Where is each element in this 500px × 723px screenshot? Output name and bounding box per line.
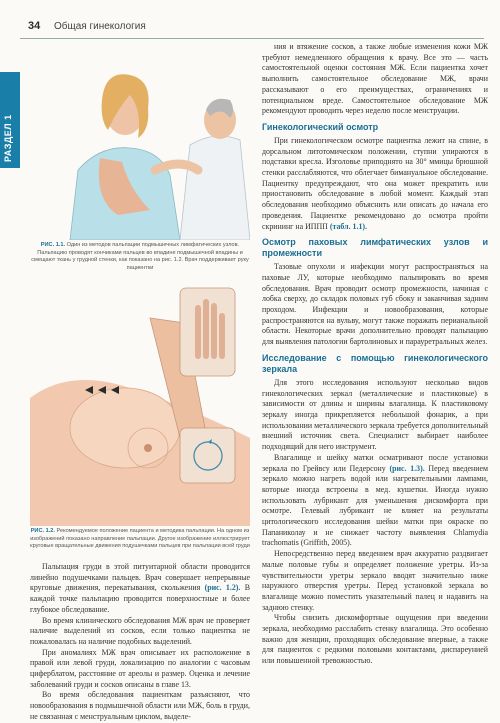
page-header	[20, 20, 484, 36]
paragraph: Для этого исследования используют несколько видов гинекологических зеркал (металлические и пластиковые) в зависимости от длины и ширины влагалища. К пластиковому зеркалу иногда прикрепляется небольшой фонарик, а при использовании металлического зеркала требуется дополнительный внешний источник света. Специалист выбирает наиболее подходящий для него инструмент.	[262, 377, 488, 452]
figure-reference-link[interactable]: (рис. 1.2).	[204, 583, 241, 593]
running-title: Общая гинекология	[54, 21, 146, 32]
header-divider	[20, 38, 484, 39]
heading-inguinal-nodes: Осмотр паховых лимфатических узлов и промежности	[262, 237, 488, 259]
paragraph: Пальпация груди в этой питуитарной области проводится линейно подушечками пальцев. Врач совершает непрерывные круговые движения, перекатывания, скольжения (рис. 1.2). В каждой точке пальпацию проводится поверхностные и более глубокое обследование.	[30, 562, 250, 614]
section-tab	[0, 72, 20, 168]
table-reference-link[interactable]: (табл. 1.1).	[329, 221, 367, 231]
paragraph: Тазовые опухоли и инфекции могут распространяться на паховые ЛУ, которые необходимо пальпировать во время обследования. Врач проводит осмотр промежности, начиная с лобка сверху, до складок половых губ сбоку и заканчивая задним проходом. Инфекции и новообразования, которые распространяются на вульву, могут также поражать перианальной области. Некоторые врачи дополнительно проводят пальпацию для выявления патологии бартолиновых и парауретральных желез.	[262, 262, 488, 347]
figure-1-label: РИС. 1.1.	[40, 242, 66, 248]
figure-2-text: Рекомендуемое положение пациента и методика пальпации. На одном из изображений показано направление пальпации. Другое изображение иллюстрирует круговые вращательные движения подушечками пальцев при пальпации всей груди	[30, 528, 250, 550]
figure-1-text: Один из методов пальпации подмышечных лимфатических узлов. Пальпацию проводят кончиками пальцев во впадине подмышечной впадины и смещают ткань у грудной стенки, как показано на рис. 1.2. Врач поддерживает руку пациентки	[31, 242, 249, 271]
heading-speculum-exam: Исследование с помощью гинекологического зеркала	[262, 352, 488, 374]
figure-2-illustration	[30, 278, 250, 526]
figure-reference-link[interactable]: (рис. 1.3).	[389, 463, 425, 473]
heading-gynecological-exam: Гинекологический осмотр	[262, 121, 379, 132]
figure-2-caption	[30, 528, 250, 551]
left-column	[30, 42, 250, 721]
paragraph: При гинекологическом осмотре пациентка лежит на спине, в дорсальном литотомическом положении, ступни упираются в подставки кресла. Изголовье приподнято на 30° ммицы брюшной стенки расслабляются, что облегчает бимануальное обследование. Пациентку предупреждают, что она может прекратить или приостановить обследование в любой момент. Каждый этап обследования необходимо объяснить или описать до начала его проведения. Пациентке рекомендовано до осмотра пройти скрининг на ИППП (табл. 1.1).	[262, 135, 488, 231]
figure-1-illustration	[30, 50, 250, 240]
right-column	[262, 42, 488, 702]
paragraph: ния и втяжение сосков, а также любые изменения кожи МЖ требуют немедленного обращения к врачу. Все это — часть самостоятельной оценки состояния МЖ. Если пациентка хочет выполнить самостоятельное обследование МЖ, врачи рассказывают о его преимуществах, ограничениях и потенциальном вреде. Самостоятельное обследование МЖ рекомендуют проводить через неделю после менструации.	[262, 42, 488, 116]
left-body-text	[30, 562, 250, 723]
paragraph: Непосредственно перед введением врач аккуратно раздвигает малые половые губы и определяет положение уретры. Из-за чувствительности уретры зеркало вводят значительно ниже наружного отверстия уретры. Перед установкой зеркала во влагалище можно поместить указательный палец и надавить на заднюю стенку.	[262, 549, 488, 612]
paragraph: Влагалище и шейку матки осматривают после установки зеркала по Грейвсу или Педерсону (рис. 1.3). Перед введением зеркало можно нагреть водой или нагревательными лампами, которые иногда встроены в мед. кушетки. Иногда нужно использовать лубрикант для уменьшения дискомфорта при осмотре. Гелевый лубрикант не влияет на результаты цитологического исследования шейки матки при окраске по Папаниколау и не снижает частоту выявления Chlamydia trachomatis (Griffith, 2005).	[262, 452, 488, 548]
figure-1-caption	[30, 242, 250, 272]
page-number: 34	[28, 20, 41, 32]
paragraph: Во время клинического обследования МЖ врач не проверяет наличие выделений из сосков, если только пациентка не пожаловалась на наличие подобных выделений.	[30, 615, 250, 646]
paragraph: Во время обследования пациенткам разъясняют, что новообразования в подмышечной области или МЖ, боль в груди, не связанная с менструальным циклом, выделе-	[30, 690, 250, 721]
paragraph: Чтобы снизить дискомфортные ощущения при введении зеркала, необходимо расслабить стенку влагалища. Это особенно важно для женщин, проходящих обследование впервые, а также для пациенток с редкими половыми контактами, диспареунией или повышенной тревожностью.	[262, 613, 488, 666]
section-tab-label: РАЗДЕЛ 1	[3, 114, 13, 162]
figure-2-label: РИС. 1.2.	[30, 528, 55, 534]
paragraph: При аномалиях МЖ врач описывает их расположение в правой или левой груди, локализацию по аналогии с часовым циферблатом, расстояние от ареолы и размер. Оценка и лечение заболеваний груди и сосков описаны в главе 13.	[30, 647, 250, 689]
